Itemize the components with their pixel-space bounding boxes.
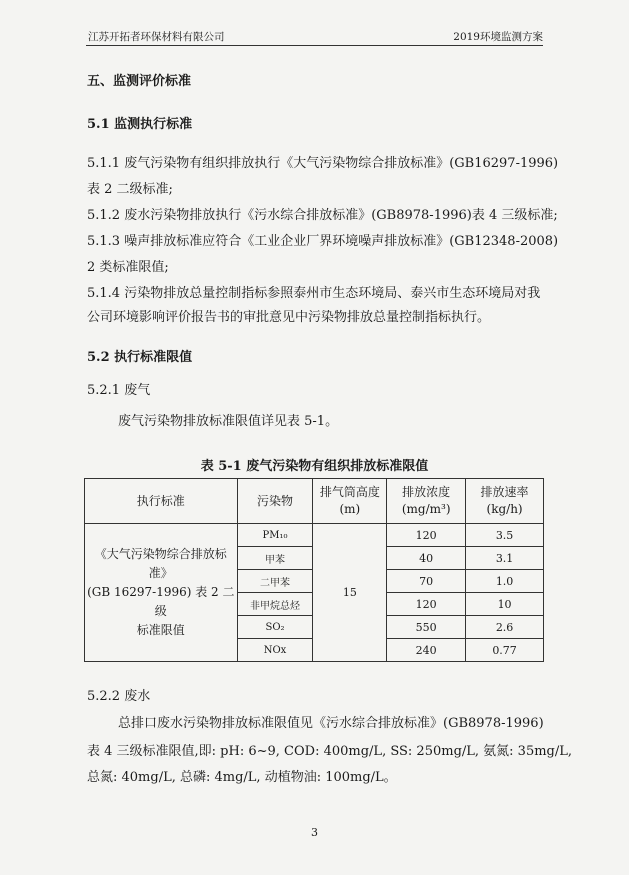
emission-standards-table — [84, 478, 544, 662]
clause-5-1-4-line1: 5.1.4 污染物排放总量控制指标参照泰州市生态环境局、泰兴市生态环境局对我 — [87, 286, 541, 301]
rate-cell: 3.5 — [466, 524, 544, 547]
exhaust-intro-text: 废气污染物排放标准限值详见表 5-1。 — [118, 414, 339, 429]
clause-5-1-3-line1: 5.1.3 噪声排放标准应符合《工业企业厂界环境噪声排放标准》(GB12348-2008) — [87, 234, 559, 249]
header-divider — [86, 45, 543, 46]
table-header-row — [85, 479, 544, 524]
rate-cell: 0.77 — [466, 639, 544, 662]
header-pollutant: 污染物 — [237, 479, 313, 524]
clause-5-1-1-line1: 5.1.1 废气污染物有组织排放执行《大气污染物综合排放标准》(GB16297-1996) — [87, 156, 559, 171]
concentration-cell: 40 — [387, 547, 466, 570]
rate-cell: 2.6 — [466, 616, 544, 639]
header-concentration: 排放浓度 (mg/m³) — [387, 479, 466, 524]
concentration-cell: 120 — [387, 593, 466, 616]
section-5-1-title: 5.1 监测执行标准 — [87, 117, 193, 132]
pollutant-cell: SO₂ — [237, 616, 313, 639]
header-stack-height: 排气筒高度 (m) — [313, 479, 387, 524]
header-company: 江苏开拓者环保材料有限公司 — [88, 31, 225, 43]
concentration-cell: 240 — [387, 639, 466, 662]
clause-5-1-1-line2: 表 2 二级标准; — [87, 182, 173, 197]
table-title: 表 5-1 废气污染物有组织排放标准限值 — [200, 459, 429, 474]
header-rate: 排放速率 (kg/h) — [466, 479, 544, 524]
pollutant-cell: 甲苯 — [237, 547, 313, 570]
section-5-2-1-title: 5.2.1 废气 — [87, 383, 151, 398]
concentration-cell: 120 — [387, 524, 466, 547]
clause-5-1-4-line2: 公司环境影响评价报告书的审批意见中污染物排放总量控制指标执行。 — [87, 310, 491, 325]
concentration-cell: 70 — [387, 570, 466, 593]
rate-cell: 1.0 — [466, 570, 544, 593]
header-standard: 执行标准 — [85, 479, 238, 524]
section-5-title: 五、监测评价标准 — [87, 74, 192, 89]
concentration-cell: 550 — [387, 616, 466, 639]
clause-5-1-3-line2: 2 类标准限值; — [87, 260, 169, 275]
pollutant-cell: PM₁₀ — [237, 524, 313, 547]
header-document-title: 2019环境监测方案 — [453, 31, 543, 43]
rate-cell: 10 — [466, 593, 544, 616]
rate-cell: 3.1 — [466, 547, 544, 570]
page-number: 3 — [311, 826, 318, 839]
pollutant-cell: 二甲苯 — [237, 570, 313, 593]
stack-height-cell: 15 — [313, 524, 387, 662]
section-5-2-2-title: 5.2.2 废水 — [87, 689, 151, 704]
table-row — [85, 524, 544, 547]
section-5-2-title: 5.2 执行标准限值 — [87, 350, 193, 365]
wastewater-line1: 总排口废水污染物排放标准限值见《污水综合排放标准》(GB8978-1996) — [118, 716, 544, 731]
wastewater-line3: 总氮: 40mg/L, 总磷: 4mg/L, 动植物油: 100mg/L。 — [87, 770, 397, 785]
pollutant-cell: 非甲烷总烃 — [237, 593, 313, 616]
pollutant-cell: NOx — [237, 639, 313, 662]
clause-5-1-2: 5.1.2 废水污染物排放执行《污水综合排放标准》(GB8978-1996)表 4 三级标准; — [87, 208, 558, 223]
wastewater-line2: 表 4 三级标准限值,即: pH: 6~9, COD: 400mg/L, SS: 250mg/L, 氨氮: 35mg/L, — [87, 744, 573, 759]
standard-cell: 《大气污染物综合排放标 准》 (GB 16297-1996) 表 2 二级 标准限值 — [85, 524, 238, 662]
